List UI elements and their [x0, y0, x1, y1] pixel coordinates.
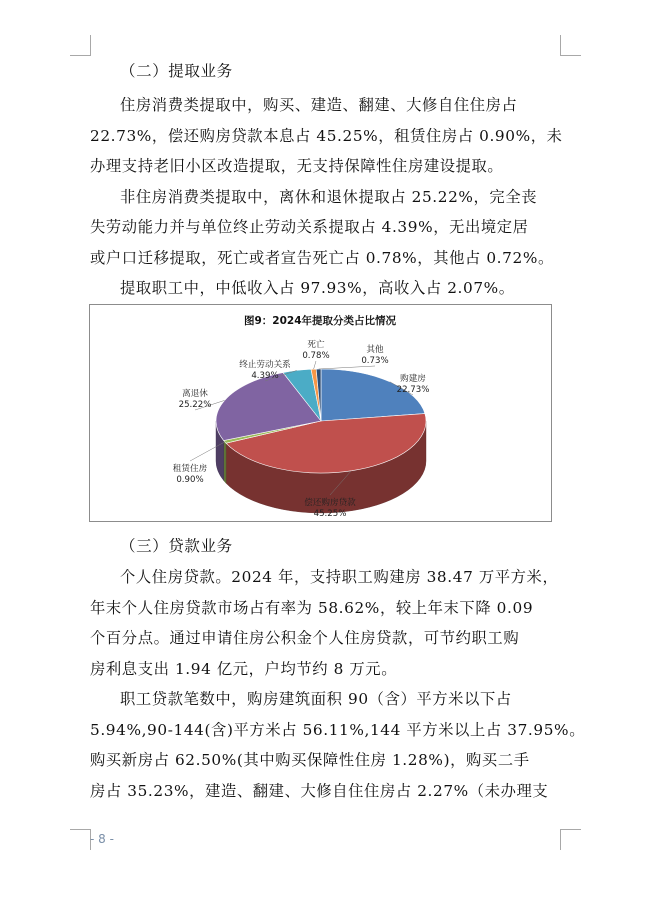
paragraph-line: 个人住房贷款。2024 年，支持职工购建房 38.47 万平方米， [120, 568, 559, 586]
crop-mark-bottom-left [70, 829, 91, 850]
slice-value-label: 25.22% [178, 400, 212, 410]
slice-name-label: 终止劳动关系 [239, 360, 291, 370]
crop-mark-top-right [560, 35, 581, 56]
slice-value-label: 0.90% [176, 475, 204, 485]
pie-chart-svg [90, 305, 551, 521]
slice-name-label: 死亡 [307, 340, 325, 350]
paragraph-line: 办理支持老旧小区改造提取，无支持保障性住房建设提取。 [90, 157, 504, 175]
slice-value-label: 0.73% [361, 356, 389, 366]
slice-name-label: 偿还购房贷款 [304, 498, 356, 508]
slice-name-label: 离退休 [182, 389, 208, 399]
paragraph-line: 5.94%,90-144(含)平方米占 56.11%,144 平方米以上占 37.95%。 [90, 721, 586, 739]
slice-leader-line [314, 361, 316, 369]
paragraph-line: 住房消费类提取中，购买、建造、翻建、大修自住住房占 [120, 96, 518, 114]
slice-name-label: 其他 [366, 345, 384, 355]
slice-name-label: 租赁住房 [172, 464, 208, 474]
paragraph-line: 非住房消费类提取中，离休和退休提取占 25.22%，完全丧 [120, 188, 538, 206]
paragraph-line: 房占 35.23%，建造、翻建、大修自住住房占 2.27%（未办理支 [90, 782, 549, 800]
crop-mark-bottom-right [560, 829, 581, 850]
paragraph-line: 提取职工中，中低收入占 97.93%，高收入占 2.07%。 [120, 279, 515, 297]
paragraph-line: 购买新房占 62.50%(其中购买保障性住房 1.28%)，购买二手 [90, 751, 530, 769]
section-heading-withdrawal: （二）提取业务 [120, 62, 233, 80]
paragraph-line: 个百分点。通过申请住房公积金个人住房贷款，可节约职工购 [90, 629, 520, 647]
paragraph-line: 职工贷款笔数中，购房建筑面积 90（含）平方米以下占 [120, 690, 512, 708]
paragraph-line: 年末个人住房贷款市场占有率为 58.62%，较上年末下降 0.09 [90, 599, 534, 617]
chart-title: 图9：2024年提取分类占比情况 [243, 315, 397, 327]
paragraph-line: 22.73%，偿还购房贷款本息占 45.25%，租赁住房占 0.90%，未 [90, 127, 563, 145]
slice-name-label: 购建房 [400, 374, 426, 384]
withdrawal-pie-chart [89, 304, 552, 522]
pie-slice-side [224, 441, 226, 484]
slice-value-label: 45.25% [313, 509, 347, 519]
slice-value-label: 4.39% [251, 371, 279, 381]
slice-value-label: 0.78% [302, 351, 330, 361]
section-heading-loans: （三）贷款业务 [120, 537, 233, 555]
paragraph-line: 房利息支出 1.94 亿元，户均节约 8 万元。 [90, 660, 398, 678]
paragraph-line: 失劳动能力并与单位终止劳动关系提取占 4.39%，无出境定居 [90, 218, 529, 236]
paragraph-line: 或户口迁移提取，死亡或者宣告死亡占 0.78%，其他占 0.72%。 [90, 249, 554, 267]
slice-leader-line [319, 366, 375, 369]
slice-value-label: 22.73% [396, 385, 430, 395]
crop-mark-top-left [70, 35, 91, 56]
page-number: - 8 - [90, 832, 114, 846]
